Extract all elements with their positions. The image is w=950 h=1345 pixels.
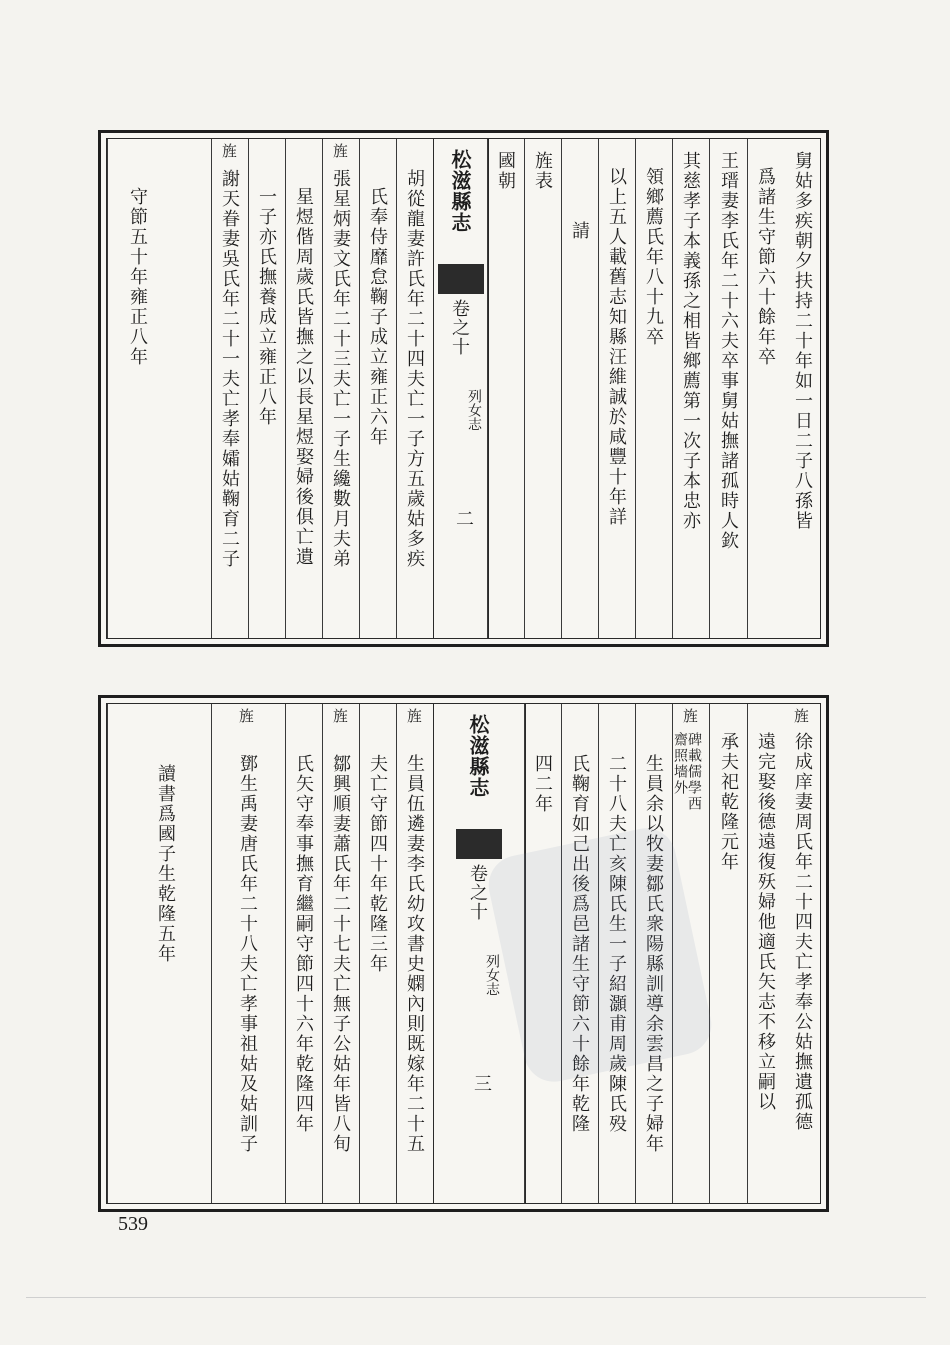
divider bbox=[26, 1297, 926, 1298]
column-text: 生員伍遴妻李氏幼攻書史嫻內則既嫁年二十五 bbox=[404, 754, 425, 1154]
column-text: 舅姑多疾朝夕扶持二十年如一日二子八孫皆 bbox=[792, 151, 813, 531]
book-title: 松滋縣志 bbox=[448, 149, 472, 233]
column-text: 氏奉侍靡怠鞠子成立雍正六年 bbox=[367, 187, 388, 447]
text-column bbox=[322, 139, 360, 638]
column-text: 旌表 bbox=[532, 151, 553, 191]
text-column bbox=[784, 704, 822, 1203]
text-column bbox=[747, 139, 785, 638]
upper-page-frame bbox=[106, 138, 821, 639]
text-column bbox=[107, 139, 212, 638]
column-text: 讀書爲國子生乾隆五年 bbox=[155, 764, 176, 964]
column-text: 王瑨妻李氏年二十六夫卒事舅姑撫諸孤時人欽 bbox=[718, 151, 739, 551]
book-title: 松滋縣志 bbox=[466, 714, 490, 798]
honorific-mark: 旌 bbox=[681, 708, 699, 725]
column-text: 爲諸生守節六十餘年卒 bbox=[755, 167, 776, 367]
text-column bbox=[248, 139, 286, 638]
text-column bbox=[359, 139, 397, 638]
text-column bbox=[396, 704, 434, 1203]
text-column bbox=[487, 139, 525, 638]
volume-label: 卷之十 bbox=[467, 864, 488, 921]
text-column bbox=[784, 139, 822, 638]
honorific-mark: 旌 bbox=[405, 708, 423, 725]
honorific-mark: 旌 bbox=[220, 143, 238, 160]
text-column bbox=[524, 139, 562, 638]
honorific-mark: 旌 bbox=[792, 708, 810, 725]
column-text: 氏鞠育如己出後爲邑諸生守節六十餘年乾隆 bbox=[569, 754, 590, 1134]
text-column bbox=[285, 139, 323, 638]
text-column bbox=[598, 139, 636, 638]
text-column bbox=[747, 704, 785, 1203]
column-text: 碑載儒學西 bbox=[686, 732, 702, 812]
lower-book-page bbox=[98, 695, 829, 1212]
lower-page-frame bbox=[106, 703, 821, 1204]
text-column bbox=[672, 139, 710, 638]
column-text: 二十八夫亡亥陳氏生一子紹灝甫周歲陳氏殁 bbox=[606, 754, 627, 1134]
column-text: 張星炳妻文氏年二十三夫亡一子生纔數月夫弟 bbox=[330, 169, 351, 569]
text-column bbox=[107, 704, 212, 1203]
honorific-mark: 旌 bbox=[331, 708, 349, 725]
page-number: 539 bbox=[118, 1213, 148, 1235]
text-column bbox=[396, 139, 434, 638]
text-column bbox=[211, 704, 286, 1203]
column-text: 守節五十年雍正八年 bbox=[127, 187, 148, 367]
text-column bbox=[359, 704, 397, 1203]
column-text: 其慈孝子本義孫之相皆鄉薦第一次子本忠亦 bbox=[680, 151, 701, 531]
column-text: 胡從龍妻許氏年二十四夫亡一子方五歲姑多疾 bbox=[404, 169, 425, 569]
honorific-mark: 旌 bbox=[331, 143, 349, 160]
text-column bbox=[285, 704, 323, 1203]
column-text: 鄧生禹妻唐氏年二十八夫亡孝事祖姑及姑訓子 bbox=[237, 754, 258, 1154]
text-column bbox=[635, 139, 673, 638]
center-fold bbox=[433, 139, 489, 638]
column-text: 生員余以牧妻鄒氏衆陽縣訓導余雲昌之子婦年 bbox=[643, 754, 664, 1154]
volume-label: 卷之十 bbox=[449, 299, 470, 356]
column-text: 齋照墻外 bbox=[672, 732, 688, 796]
text-column bbox=[211, 139, 249, 638]
column-text: 承夫祀乾隆元年 bbox=[718, 732, 739, 872]
fishtail-mark bbox=[438, 264, 484, 294]
text-column bbox=[561, 139, 599, 638]
section-label: 列女志 bbox=[484, 954, 500, 996]
column-text: 夫亡守節四十年乾隆三年 bbox=[367, 754, 388, 974]
column-text: 一子亦氏撫養成立雍正八年 bbox=[256, 187, 277, 427]
fishtail-mark bbox=[456, 829, 502, 859]
text-column bbox=[709, 704, 748, 1203]
column-text: 國朝 bbox=[495, 151, 516, 191]
column-text: 謝天眷妻吳氏年二十一夫亡孝奉孀姑鞠育二子 bbox=[219, 169, 240, 569]
leaf-number: 三 bbox=[471, 1074, 492, 1092]
column-text: 氏矢守奉事撫育繼嗣守節四十六年乾隆四年 bbox=[293, 754, 314, 1134]
column-text: 以上五人載舊志知縣汪維誠於咸豐十年詳 bbox=[606, 167, 627, 527]
text-column bbox=[322, 704, 360, 1203]
honorific-mark: 旌 bbox=[237, 708, 255, 725]
column-text: 徐成庠妻周氏年二十四夫亡孝奉公姑撫遺孤德 bbox=[792, 732, 813, 1132]
column-text: 星煜偕周歲氏皆撫之以長星煜娶婦後俱亡遺 bbox=[293, 187, 314, 567]
column-text: 四二年 bbox=[532, 754, 553, 814]
upper-book-page bbox=[98, 130, 829, 647]
section-label: 列女志 bbox=[466, 389, 482, 431]
column-text: 鄒興順妻蕭氏年二十七夫亡無子公姑年皆八旬 bbox=[330, 754, 351, 1154]
leaf-number: 二 bbox=[453, 509, 474, 527]
column-text: 請 bbox=[569, 221, 590, 241]
column-text: 遠完娶後德遠復殀婦他適氏矢志不移立嗣以 bbox=[755, 732, 776, 1112]
text-column bbox=[709, 139, 748, 638]
column-text: 領鄉薦氏年八十九卒 bbox=[643, 167, 664, 347]
